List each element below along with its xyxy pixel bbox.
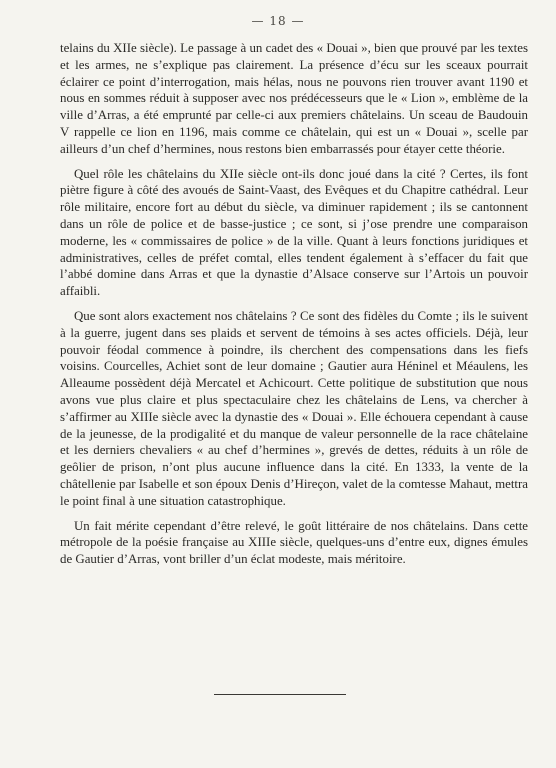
paragraph-4: Un fait mérite cependant d’être relevé, le goût littéraire de nos châtelains. Dans cette métropole de la poésie française au XIIIe siècle, quelques-uns d’entre eux, dignes émules de Gautier d’Arras, vont briller d’un éclat modeste, mais méritoire.: [60, 518, 528, 567]
paragraph-1: telains du XIIe siècle). Le passage à un cadet des « Douai », bien que prouvé par les textes et les armes, ne s’explique pas clairement. La présence d’écu sur les sceaux pourrait éclairer ce point d’interrogation, mais hélas, nous ne pouvons rien trouver avant 1190 et nous en sommes réduit à supposer avec nos prédécesseurs que le « Lion », emblème de la ville d’Arras, a été emprunté par celle-ci aux premiers châtelains. Un sceau de Baudouin V rappelle ce lion en 1196, mais comme ce châtelain, qui est un « Douai », scelle par ailleurs d’un chef d’hermines, nous restons bien embarrassés pour étayer cette théorie.: [60, 41, 528, 156]
page-number: — 18 —: [251, 14, 305, 28]
section-divider: [214, 694, 346, 695]
paragraph-3: Que sont alors exactement nos châtelains ? Ce sont des fidèles du Comte ; ils le suivent à la guerre, jugent dans ses plaids et servent de témoins à ses actes officiels. Déjà, leur pouvoir féodal commence à poindre, ils cherchent des compensations dans les fiefs voisins. Courcelles, Achiet sont de leur domaine ; Gautier aura Héninel et Méaulens, les Alleaume possèdent déjà Mercatel et Achicourt. Cette politique de substitution que nous avons vue plus claire et plus spectaculaire chez les châtelains de Lens, va chercher à s’affirmer au XIIIe siècle avec la dynastie des « Douai ». Elle échouera cependant à cause de la jeunesse, de la prodigalité et du manque de valeur personnelle de la race châtelaine et les derniers chevaliers « au chef d’hermines », grevés de dettes, réduits à un rôle de geôlier de prison, n’ont plus aucune influence dans la cité. En 1333, la vente de la châtellenie par Isabelle et son époux Denis d’Hireçon, valet de la comtesse Mahaut, mettra le point final à une situation catastrophique.: [60, 308, 528, 508]
paragraph-2: Quel rôle les châtelains du XIIe siècle ont-ils donc joué dans la cité ? Certes, ils font piètre figure à côté des avoués de Saint-Vaast, des Evêques et du Chapitre cathédral. Leur rôle militaire, encore fort au début du siècle, va diminuer rapidement ; ils se cantonnent dans un rôle de police et de basse-justice ; ce sont, si j’ose prendre une comparaison moderne, les « commissaires de police » de la ville. Quant à leurs fonctions juridiques et administratives, celles de préfet comtal, elles tendent également à s’effacer du fait que l’abbé domine dans Arras et que la dynastie d’Alsace conserve sur l’Artois un pouvoir affaibli.: [60, 166, 528, 299]
body-text: [60, 40, 528, 576]
